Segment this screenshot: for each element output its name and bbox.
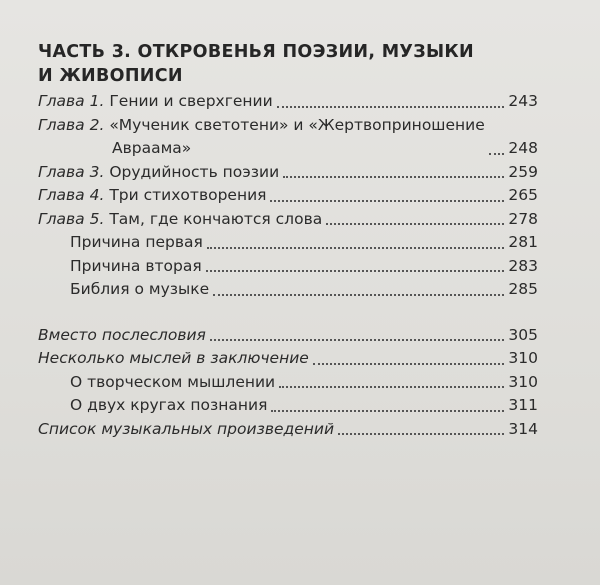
dot-leader [206, 270, 505, 272]
entry-title: Несколько мыслей в заключение [38, 349, 309, 367]
page-number: 248 [508, 139, 538, 157]
toc-entry-afterword [38, 324, 538, 348]
entry-title: Список музыкальных произведений [38, 419, 335, 438]
page-number: 305 [508, 325, 538, 344]
entry-title: Причина вторая [70, 256, 202, 275]
dot-leader [489, 153, 505, 155]
toc-entry-music-list [38, 418, 538, 442]
chapter-label: Глава 3. [38, 162, 105, 181]
page-number: 243 [508, 92, 538, 110]
toc-subentry-bible-music [38, 278, 538, 302]
dot-leader [207, 247, 505, 249]
toc-entry-chapter-3 [38, 161, 538, 185]
page-number: 310 [508, 349, 538, 367]
part-heading-line-2: И ЖИВОПИСИ [38, 66, 183, 86]
page-number: 310 [508, 372, 538, 391]
dot-leader [277, 106, 505, 108]
page-number: 281 [508, 233, 538, 251]
entry-title: Причина первая [70, 233, 203, 251]
page-number: 285 [508, 280, 538, 298]
page-number: 283 [508, 256, 538, 275]
page-number: 259 [508, 162, 538, 181]
dot-leader [279, 386, 504, 388]
toc-subentry-creative-thinking [38, 371, 538, 395]
entry-title-line-2: Авраама» [112, 139, 192, 157]
entry-title: Библия о музыке [70, 280, 210, 298]
entry-title: Гении и сверхгении [109, 92, 273, 110]
entry-title: О двух кругах познания [70, 396, 268, 414]
toc-entry-conclusion [38, 347, 538, 371]
toc-subentry-reason-2 [38, 255, 538, 279]
part-heading-line-1: ЧАСТЬ 3. ОТКРОВЕНЬЯ ПОЭЗИИ, МУЗЫКИ [38, 42, 474, 62]
dot-leader [326, 223, 504, 225]
chapter-label: Глава 5. [38, 209, 105, 228]
page-number: 265 [508, 186, 538, 204]
toc-entry-chapter-2 [38, 114, 538, 161]
page-number: 278 [508, 209, 538, 228]
page-number: 314 [508, 419, 538, 438]
entry-title: Вместо послесловия [38, 325, 206, 344]
toc-entry-chapter-1 [38, 90, 538, 114]
dot-leader [313, 363, 505, 365]
dot-leader [271, 410, 504, 412]
toc-subentry-reason-1 [38, 231, 538, 255]
page-number: 311 [508, 396, 538, 414]
dot-leader [283, 176, 504, 178]
section-gap [38, 302, 538, 324]
entry-title: Орудийность поэзии [109, 162, 280, 181]
toc-entry-chapter-5 [38, 208, 538, 232]
chapter-label: Глава 4. [38, 186, 105, 204]
chapter-label: Глава 2. [38, 115, 105, 134]
toc-entry-chapter-4 [38, 184, 538, 208]
dot-leader [270, 200, 504, 202]
table-of-contents [38, 40, 538, 441]
toc-subentry-two-circles [38, 394, 538, 418]
entry-title: О творческом мышлении [70, 372, 276, 391]
part-heading [38, 40, 538, 88]
entry-title: Три стихотворения [109, 186, 267, 204]
dot-leader [210, 339, 505, 341]
entry-title: Там, где кончаются слова [109, 209, 323, 228]
chapter-label: Глава 1. [38, 92, 105, 110]
dot-leader [213, 294, 504, 296]
dot-leader [338, 433, 504, 435]
entry-title-line-1: «Мученик светотени» и «Жертвоприношение [109, 115, 485, 134]
